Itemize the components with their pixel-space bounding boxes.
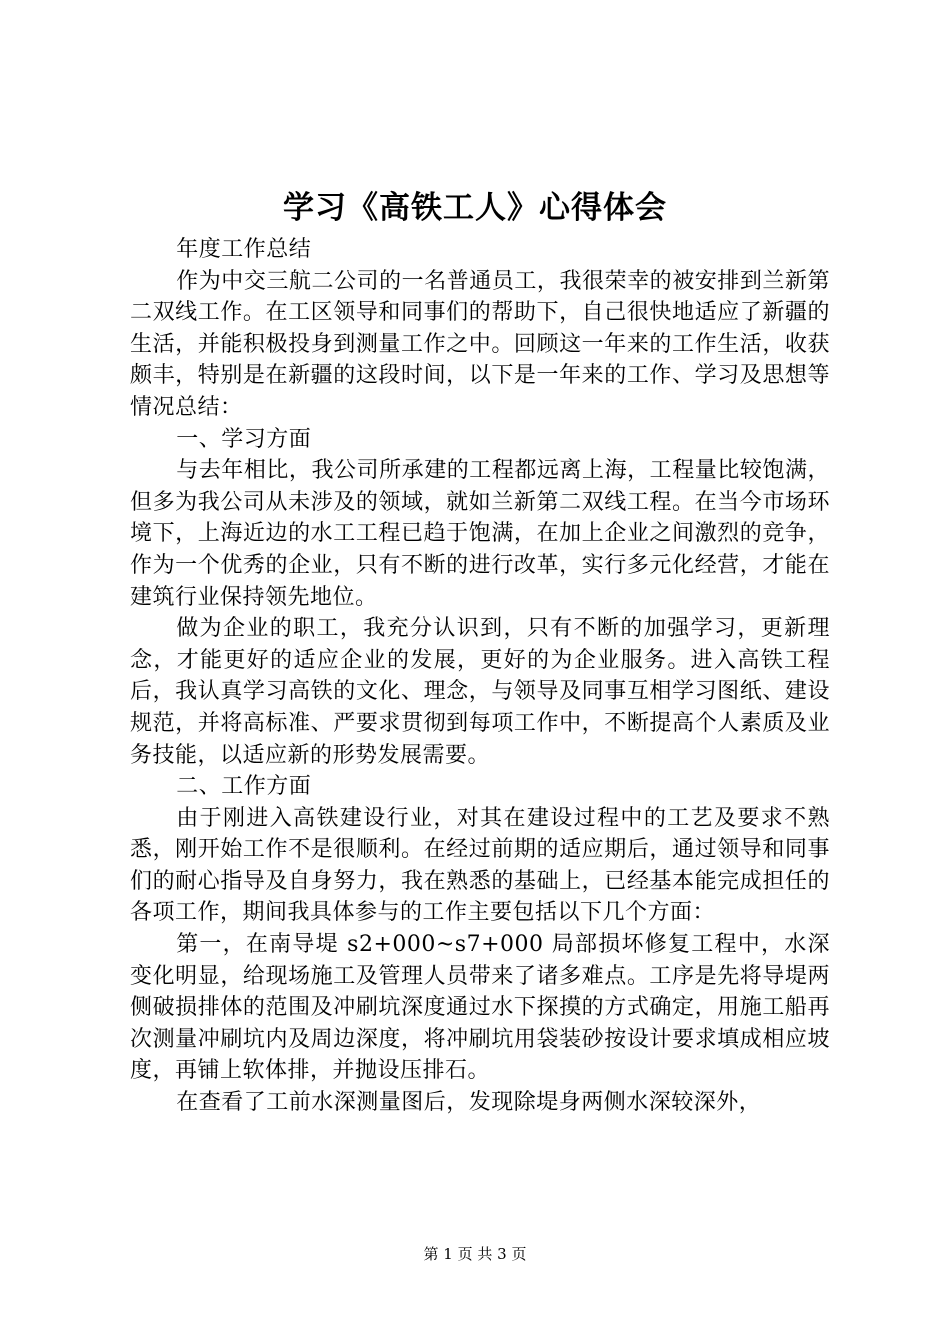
paragraph: 作为中交三航二公司的一名普通员工，我很荣幸的被安排到兰新第二双线工作。在工区领导和同事们的帮助下，自己很快地适应了新疆的生活，并能积极投身到测量工作之中。回顾这一年来的工作生活，收获颇丰，特别是在新疆的这段时间，以下是一年来的工作、学习及思想等情况总结： xyxy=(130,268,830,420)
document-title: 学习《高铁工人》心得体会 xyxy=(283,190,667,226)
paragraph: 在查看了工前水深测量图后，发现除堤身两侧水深较深外， xyxy=(176,1090,762,1116)
paragraph: 做为企业的职工，我充分认识到，只有不断的加强学习，更新理念，才能更好的适应企业的发展，更好的为企业服务。进入高铁工程后，我认真学习高铁的文化、理念，与领导及同事互相学习图纸、建设规范，并将高标准、严要求贯彻到每项工作中，不断提高个人素质及业务技能，以适应新的形势发展需要。 xyxy=(130,616,830,768)
section-heading: 一、学习方面 xyxy=(176,426,312,452)
page-footer: 第 1 页 共 3 页 xyxy=(423,1245,527,1263)
paragraph: 第一，在南导堤 s2+000~s7+000 局部损坏修复工程中，水深变化明显，给现场施工及管理人员带来了诸多难点。工序是先将导堤两侧破损排体的范围及冲刷坑深度通过水下探摸的方式确定，用施工船再次测量冲刷坑内及周边深度，将冲刷坑用袋装砂按设计要求填成相应坡度，再铺上软体排，并抛设压排石。 xyxy=(130,932,830,1084)
paragraph: 年度工作总结 xyxy=(176,237,312,262)
document-body xyxy=(130,234,830,1119)
paragraph: 与去年相比，我公司所承建的工程都远离上海，工程量比较饱满，但多为我公司从未涉及的领域，就如兰新第二双线工程。在当今市场环境下，上海近边的水工工程已趋于饱满，在加上企业之间激烈的竞争，作为一个优秀的企业，只有不断的进行改革，实行多元化经营，才能在建筑行业保持领先地位。 xyxy=(130,458,830,610)
section-heading: 二、工作方面 xyxy=(176,774,312,800)
paragraph: 由于刚进入高铁建设行业，对其在建设过程中的工艺及要求不熟悉，刚开始工作不是很顺利。在经过前期的适应期后，通过领导和同事们的耐心指导及自身努力，我在熟悉的基础上，已经基本能完成担任的各项工作，期间我具体参与的工作主要包括以下几个方面： xyxy=(130,805,830,926)
